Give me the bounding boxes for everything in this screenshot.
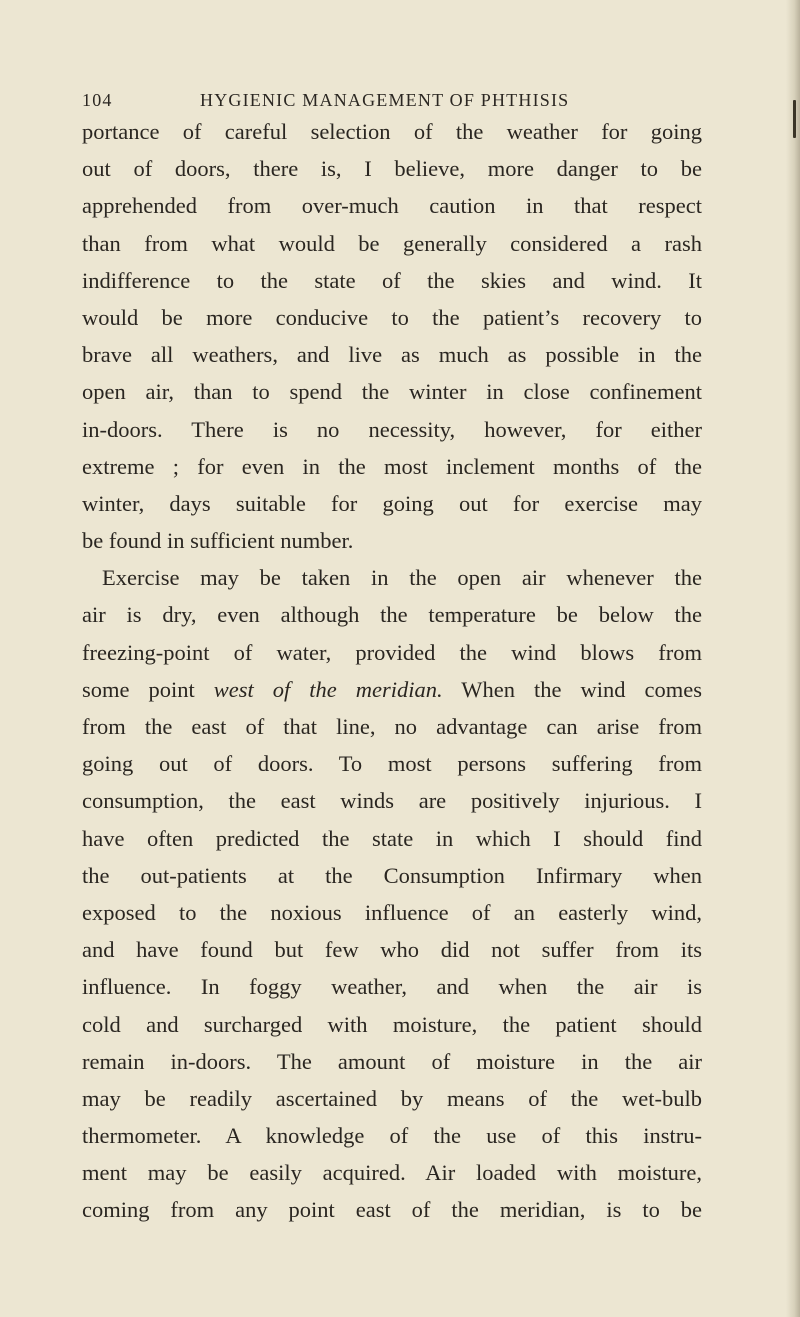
text-line: ment may be easily acquired. Air loaded with moisture, (82, 1160, 702, 1186)
body-text (82, 113, 702, 1229)
text-line: air is dry, even although the temperature be below the (82, 602, 702, 628)
text-line: winter, days suitable for going out for exercise may (82, 490, 702, 516)
text-line: may be readily ascertained by means of the wet-bulb (82, 1085, 702, 1111)
text-run: When the wind comes (442, 676, 702, 702)
text-line: open air, than to spend the winter in close confinement (82, 379, 702, 405)
text-line: in-doors. There is no necessity, however, for either (82, 416, 702, 442)
page-edge-mark (793, 100, 796, 138)
page-number: 104 (82, 90, 113, 110)
text-line: than from what would be generally considered a rash (82, 230, 702, 256)
text-line: influence. In foggy weather, and when the air is (82, 974, 702, 1000)
text-line: exposed to the noxious influence of an easterly wind, (82, 899, 702, 925)
text-line: be found in sufficient number. (82, 528, 354, 554)
page-edge-shadow (786, 0, 800, 1317)
text-line: Exercise may be taken in the open air whenever the (102, 565, 702, 591)
text-line (82, 671, 702, 708)
text-line: have often predicted the state in which I should find (82, 825, 702, 851)
text-line: remain in-doors. The amount of moisture in the air (82, 1048, 702, 1074)
text-line: thermometer. A knowledge of the use of this instru- (82, 1123, 702, 1149)
text-line: the out-patients at the Consumption Infirmary when (82, 862, 702, 888)
text-line: freezing-point of water, provided the wind blows from (82, 639, 702, 665)
text-line: going out of doors. To most persons suffering from (82, 751, 702, 777)
text-line: portance of careful selection of the weather for going (82, 119, 702, 144)
text-line: indifference to the state of the skies and wind. It (82, 267, 702, 293)
italic-text-run: west of the meridian. (213, 676, 443, 702)
text-line: from the east of that line, no advantage can arise from (82, 714, 702, 739)
text-line: and have found but few who did not suffer from its (82, 937, 702, 963)
text-line: apprehended from over-much caution in that respect (82, 193, 702, 219)
text-line: consumption, the east winds are positively injurious. I (82, 788, 702, 814)
text-line: out of doors, there is, I believe, more danger to be (82, 156, 702, 182)
text-line: coming from any point east of the meridian, is to be (82, 1197, 702, 1223)
text-line: extreme ; for even in the most inclement months of the (82, 453, 702, 479)
text-run: some point (82, 676, 214, 702)
text-line: cold and surcharged with moisture, the patient should (82, 1011, 702, 1037)
running-title: HYGIENIC MANAGEMENT OF PHTHISIS (200, 90, 570, 110)
text-line: would be more conducive to the patient’s recovery to (82, 304, 702, 330)
text-line: brave all weathers, and live as much as possible in the (82, 342, 702, 368)
